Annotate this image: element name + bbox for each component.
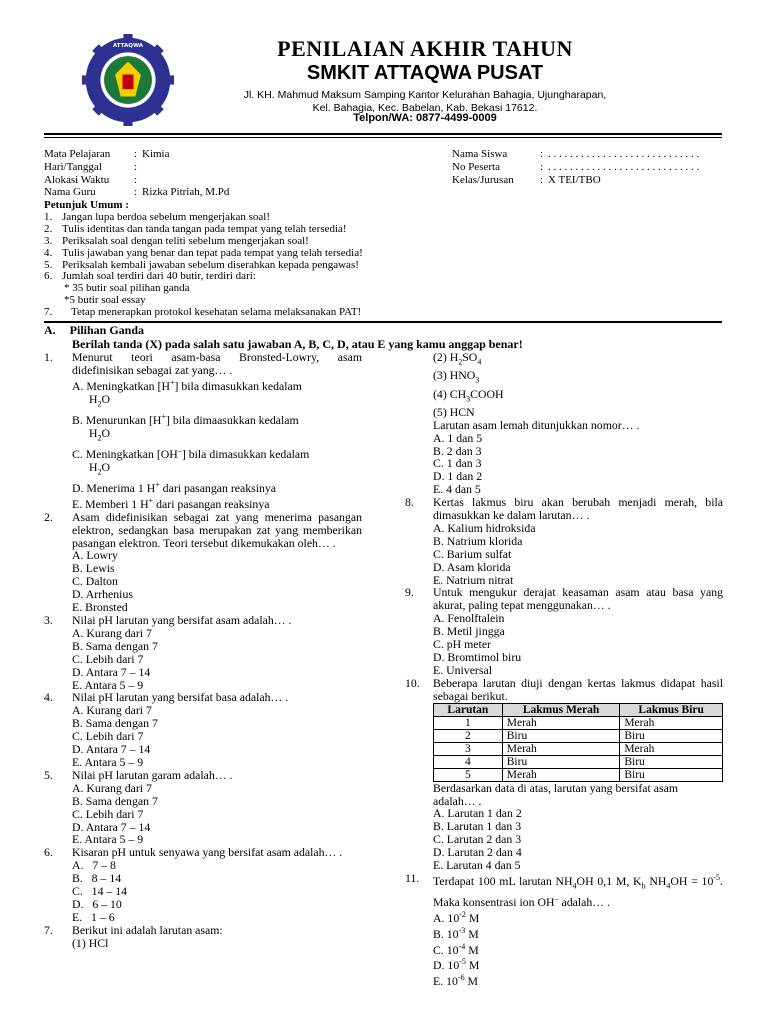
- table-row: 1 Merah Merah: [434, 716, 723, 729]
- info-row: Hari/Tanggal :: [44, 160, 138, 173]
- info-row: Kelas/Jurusan : X TEI/TBO: [452, 173, 601, 186]
- header-rule: [44, 133, 722, 135]
- svg-text:ATTAQWA: ATTAQWA: [112, 42, 144, 49]
- info-row: Alokasi Waktu :: [44, 173, 138, 186]
- table-row: 4 Biru Biru: [434, 755, 723, 768]
- instruction-item: 5. Periksalah kembali jawaban sebelum diserahkan kepada pengawas!: [44, 258, 359, 271]
- exam-title: PENILAIAN AKHIR TAHUN: [277, 36, 573, 61]
- address-line-1: Jl. KH. Mahmud Maksum Samping Kantor Kelurahan Bahagia, Ujungharapan,: [243, 89, 607, 101]
- info-row: Mata Pelajaran : Kimia: [44, 148, 170, 160]
- instruction-item: *5 butir soal essay: [64, 294, 146, 307]
- info-left: [44, 148, 424, 199]
- school-phone: Telpon/WA: 0877-4499-0009: [353, 112, 497, 124]
- info-row: Nama Guru : Rizka Pitriah, M.Pd: [44, 186, 230, 199]
- instruction-item: 7. Tetap menerapkan protokol kesehatan selama melaksanakan PAT!: [44, 306, 362, 319]
- general-instructions: [44, 200, 464, 319]
- section-heading: A. Pilihan Ganda: [44, 323, 145, 337]
- question-1: 1. Menurut teori asam-basa Bronsted-Lowry, asam didefinisikan sebagai zat yang… . A. Meningkatkan [H+] bila dimasukkan kedalam $H_2O$ B. Menurunkan [H+] bila dimaasukkan kedalam $H_2O$ C. Meningkatkan [OH–] bila dimasukkan kedalam $H_2O$ D. Menerima 1 H+ dari pasangan reaksinya E. Memberi 1 H+ dari pasangan reaksinya: [44, 350, 362, 511]
- question-4: 4. Nilai pH larutan yang bersifat basa adalah… . A. Kurang dari 7 B. Sama dengan 7 C. Lebih dari 7 D. Antara 7 – 14 E. Antara 5 – 9: [44, 690, 289, 769]
- section-rule: [44, 321, 722, 323]
- table-row: 2 Biru Biru: [434, 729, 723, 742]
- instructions-title: Petunjuk Umum :: [44, 199, 129, 211]
- question-5: 5. Nilai pH larutan garam adalah… . A. Kurang dari 7 B. Sama dengan 7 C. Lebih dari 7 D. Antara 7 – 14 E. Antara 5 – 9: [44, 767, 233, 847]
- section-instruction: Berilah tanda (X) pada salah satu jawaban A, B, C, D, atau E yang kamu anggap benar!: [72, 337, 523, 351]
- instruction-item: * 35 butir soal pilihan ganda: [64, 282, 190, 295]
- instruction-item: 3. Periksalah soal dengan teliti sebelum mengerjakan soal!: [44, 234, 309, 247]
- questions-left: [44, 351, 362, 950]
- question-11: 11. Terdapat 100 mL larutan $NH_4OH$ 0,1 M, $K_b$ $NH_4OH = 10^{-5}$. Maka konsentrasi ion OH– adalah… . A. $10^{-2}$ M B. $10^{-3}$ M C. $10^{-4}$ M D. $10^{-5}$ M E. $10^{-6}$ M: [405, 870, 723, 989]
- question-10: 10. Beberapa larutan diuji dengan kertas lakmus didapat hasil sebagai berikut. Larutan Lakmus Merah Lakmus Biru 1 Merah Merah 2 Biru Biru 3 Merah Merah 4 Biru Biru 5 Merah Biru Berdasarkan data di atas, larutan yang bersifat asam adalah… . A. Larutan 1 dan 2 B. Larutan 1 dan 3 C. Larutan 2 dan 3 D. Larutan 2 dan 4 E. Larutan 4 dan 5: [405, 675, 723, 873]
- litmus-table: Larutan Lakmus Merah Lakmus Biru 1 Merah Merah 2 Biru Biru 3 Merah Merah 4 Biru Biru 5 Merah Biru: [433, 703, 723, 782]
- questions-right: (2) $H_2SO_4$ (3) $HNO_3$ (4) $CH_3COOH$ (5) HCN Larutan asam lemah ditunjukkan nomor… . A. 1 dan 5 B. 2 dan 3 C. 1 dan 3 D. 1 dan 2 E. 4 dan 5 8. Kertas lakmus biru akan berubah menjadi merah, bila dimasukkan ke dalam larutan… . A. Kalium hidroksida B. Natrium klorida C. Barium sulfat D. Asam klorida E. Natrium nitrat 9. Untuk mengukur derajat keasaman asam atau basa yang akurat, paling tepat menggunakan… . A. Fenolftalein B. Metil jingga C. pH meter D. Bromtimol biru E. Universal 10. Beberapa larutan diuji dengan kertas lakmus didapat hasil sebagai berikut. Larutan Lakmus Merah Lakmus Biru 1 Merah Merah 2 Biru Biru 3 Merah Merah 4 Biru Biru 5 Merah Biru Berdasarkan data di atas, larutan yang bersifat asam adalah… . A. Larutan 1 dan 2 B. Larutan 1 dan 3 C. Larutan 2 dan 3 D. Larutan 2 dan 4 E. Larutan 4 dan 5 11. Terdapat 100 mL larutan $NH_4OH$ 0,1 M, $K_b$ $NH_4OH = 10^{-5}$. Maka konsentrasi ion OH– adalah… . A. $10^{-2}$ M B. $10^{-3}$ M C. $10^{-4}$ M D. $10^{-5}$ M E. $10^{-6}$ M: [405, 350, 723, 989]
- school-name: SMKIT ATTAQWA PUSAT: [306, 62, 544, 84]
- question-3: 3. Nilai pH larutan yang bersifat asam adalah… . A. Kurang dari 7 B. Sama dengan 7 C. Lebih dari 7 D. Antara 7 – 14 E. Antara 5 – 9: [44, 613, 292, 692]
- question-9: 9. Untuk mengukur derajat keasaman asam atau basa yang akurat, paling tepat menggunakan… . A. Fenolftalein B. Metil jingga C. pH meter D. Bromtimol biru E. Universal: [405, 585, 723, 677]
- instruction-item: 6. Jumlah soal terdiri dari 40 butir, terdiri dari:: [44, 270, 256, 283]
- address-line-2: Kel. Bahagia, Kec. Babelan, Kab. Bekasi 17612.: [312, 102, 538, 114]
- question-6: 6. Kisaran pH untuk senyawa yang bersifat asam adalah… . A. 7 – 8 B. 8 – 14 C. 14 – 14 D. 6 – 10 E. 1 – 6: [44, 845, 343, 924]
- question-2: 2. Asam didefinisikan sebagai zat yang menerima pasangan elektron, sedangkan basa merupakan zat yang memberikan pasangan elektron. Teori tersebut dikemukakan oleh… . A. Lowry B. Lewis C. Dalton D. Arrhenius E. Bronsted: [44, 509, 362, 615]
- question-7-cont: (2) $H_2SO_4$: [433, 350, 482, 367]
- school-logo: [82, 34, 174, 126]
- question-8: 8. Kertas lakmus biru akan berubah menjadi merah, bila dimasukkan ke dalam larutan… . A. Kalium hidroksida B. Natrium klorida C. Barium sulfat D. Asam klorida E. Natrium nitrat: [405, 495, 723, 587]
- question-7: 7. Berikut ini adalah larutan asam: (1) HCl: [44, 922, 223, 950]
- instruction-item: 4. Tulis jawaban yang benar dan tepat pada tempat yang telah tersedia!: [44, 246, 363, 259]
- info-row: Nama Siswa : . . . . . . . . . . . . . . . . . . . . . . . . . . . .: [452, 148, 700, 160]
- header-rule-thin: [44, 137, 722, 138]
- instruction-item: 2. Tulis identitas dan tanda tangan pada tempat yang telah tersedia!: [44, 222, 347, 235]
- info-right: [452, 148, 732, 186]
- info-row: No Peserta : . . . . . . . . . . . . . . . . . . . . . . . . . . . .: [452, 160, 700, 173]
- instruction-item: 1. Jangan lupa berdoa sebelum mengerjakan soal!: [44, 210, 271, 223]
- table-row: 5 Merah Biru: [434, 768, 723, 781]
- table-row: 3 Merah Merah: [434, 742, 723, 755]
